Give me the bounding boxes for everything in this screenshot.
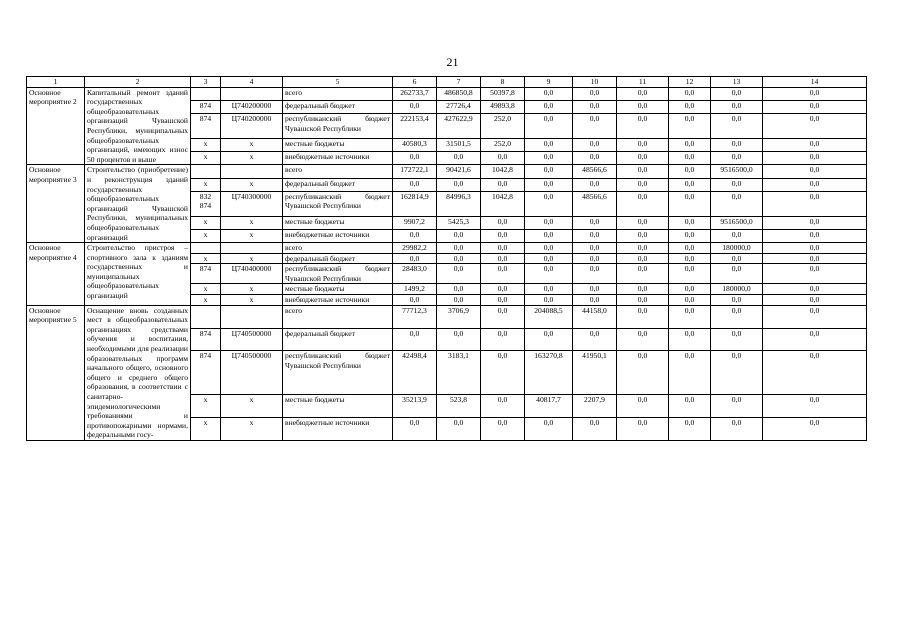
value-cell: 0,0 — [573, 113, 617, 138]
activity-name: Основное мероприятие 2 — [27, 87, 85, 165]
admin-code: x — [191, 284, 221, 295]
value-cell: 0,0 — [669, 395, 711, 418]
value-cell: 0,0 — [711, 264, 763, 284]
value-cell: 41950,1 — [573, 351, 617, 395]
value-cell: 0,0 — [617, 243, 669, 254]
table-row — [27, 243, 867, 254]
value-cell: 0,0 — [481, 152, 525, 165]
value-cell: 0,0 — [669, 328, 711, 351]
value-cell: 0,0 — [617, 253, 669, 264]
value-cell: 40580,3 — [393, 138, 437, 151]
value-cell: 0,0 — [763, 100, 867, 113]
admin-code: x — [191, 395, 221, 418]
value-cell: 180000,0 — [711, 243, 763, 254]
funding-source: республиканский бюджет Чувашской Республики — [283, 351, 393, 395]
funding-source: республиканский бюджет Чувашской Республики — [283, 191, 393, 216]
value-cell: 0,0 — [573, 229, 617, 242]
admin-code — [191, 87, 221, 100]
value-cell: 0,0 — [763, 165, 867, 178]
value-cell: 0,0 — [617, 295, 669, 306]
value-cell: 172722,1 — [393, 165, 437, 178]
value-cell: 9907,2 — [393, 216, 437, 229]
value-cell: 0,0 — [573, 138, 617, 151]
activity-description: Строительство (приобретение) и реконструкция зданий государственных общеобразовательных организаций Чувашской Республики, муниципальных общеобразовательных организаций — [85, 165, 191, 243]
budget-code: x — [221, 152, 283, 165]
funding-source: всего — [283, 305, 393, 328]
value-cell: 0,0 — [711, 113, 763, 138]
value-cell: 0,0 — [525, 178, 573, 191]
value-cell: 0,0 — [617, 100, 669, 113]
value-cell: 0,0 — [763, 295, 867, 306]
activity-description: Оснащение вновь созданных мест в общеобразовательных организациях средствами обучения и воспитания, необходимыми для реализации образовательных программ начального общего, основного общего и среднего общего образования, в соответствии с санитарно-эпидемиологическими требованиями и противопожарными нормами, федеральными госу- — [85, 305, 191, 440]
admin-code — [191, 165, 221, 178]
value-cell: 0,0 — [669, 264, 711, 284]
budget-code: Ц740500000 — [221, 328, 283, 351]
admin-code: x — [191, 418, 221, 441]
value-cell: 0,0 — [525, 264, 573, 284]
value-cell: 0,0 — [669, 191, 711, 216]
value-cell: 0,0 — [763, 328, 867, 351]
value-cell: 42498,4 — [393, 351, 437, 395]
page-number: 21 — [446, 55, 459, 69]
value-cell: 0,0 — [393, 152, 437, 165]
funding-source: местные бюджеты — [283, 138, 393, 151]
value-cell: 0,0 — [437, 178, 481, 191]
value-cell: 0,0 — [393, 295, 437, 306]
value-cell: 0,0 — [573, 152, 617, 165]
value-cell: 0,0 — [573, 216, 617, 229]
value-cell: 0,0 — [763, 138, 867, 151]
value-cell: 0,0 — [573, 243, 617, 254]
value-cell: 0,0 — [437, 243, 481, 254]
admin-code: 832 874 — [191, 191, 221, 216]
value-cell: 0,0 — [525, 152, 573, 165]
value-cell: 0,0 — [617, 178, 669, 191]
value-cell: 0,0 — [481, 295, 525, 306]
value-cell: 0,0 — [393, 100, 437, 113]
value-cell: 0,0 — [711, 229, 763, 242]
value-cell: 0,0 — [393, 418, 437, 441]
value-cell: 0,0 — [481, 243, 525, 254]
value-cell: 0,0 — [573, 264, 617, 284]
budget-code: x — [221, 229, 283, 242]
value-cell: 0,0 — [617, 87, 669, 100]
header-cell: 5 — [283, 77, 393, 88]
value-cell: 0,0 — [669, 418, 711, 441]
budget-code — [221, 165, 283, 178]
value-cell: 49893,8 — [481, 100, 525, 113]
value-cell: 0,0 — [393, 328, 437, 351]
value-cell: 0,0 — [669, 138, 711, 151]
budget-code: x — [221, 395, 283, 418]
value-cell: 204088,5 — [525, 305, 573, 328]
value-cell: 0,0 — [525, 216, 573, 229]
value-cell: 486850,8 — [437, 87, 481, 100]
value-cell: 0,0 — [573, 295, 617, 306]
header-cell: 10 — [573, 77, 617, 88]
budget-code: x — [221, 216, 283, 229]
value-cell: 0,0 — [711, 87, 763, 100]
funding-source: республиканский бюджет Чувашской Республики — [283, 264, 393, 284]
value-cell: 0,0 — [669, 284, 711, 295]
activity-name: Основное мероприятие 5 — [27, 305, 85, 440]
funding-source: федеральный бюджет — [283, 178, 393, 191]
header-cell: 13 — [711, 77, 763, 88]
value-cell: 0,0 — [573, 328, 617, 351]
funding-source: федеральный бюджет — [283, 328, 393, 351]
value-cell: 0,0 — [711, 305, 763, 328]
value-cell: 0,0 — [711, 253, 763, 264]
value-cell: 0,0 — [573, 87, 617, 100]
admin-code — [191, 243, 221, 254]
budget-table — [26, 76, 867, 441]
funding-source: внебюджетные источники — [283, 295, 393, 306]
table-row — [27, 165, 867, 178]
value-cell: 0,0 — [669, 243, 711, 254]
funding-source: всего — [283, 165, 393, 178]
value-cell: 0,0 — [617, 152, 669, 165]
value-cell: 0,0 — [711, 395, 763, 418]
value-cell: 0,0 — [763, 418, 867, 441]
budget-code: x — [221, 418, 283, 441]
value-cell: 0,0 — [393, 229, 437, 242]
funding-source: всего — [283, 243, 393, 254]
value-cell: 0,0 — [481, 418, 525, 441]
value-cell: 0,0 — [711, 152, 763, 165]
value-cell: 0,0 — [573, 100, 617, 113]
budget-code: x — [221, 253, 283, 264]
value-cell: 1042,8 — [481, 165, 525, 178]
budget-code: x — [221, 284, 283, 295]
header-cell: 3 — [191, 77, 221, 88]
header-cell: 6 — [393, 77, 437, 88]
budget-code: x — [221, 295, 283, 306]
value-cell: 0,0 — [617, 284, 669, 295]
value-cell: 0,0 — [617, 113, 669, 138]
value-cell: 0,0 — [763, 264, 867, 284]
value-cell: 90421,6 — [437, 165, 481, 178]
value-cell: 0,0 — [617, 216, 669, 229]
value-cell: 0,0 — [617, 418, 669, 441]
value-cell: 9516500,0 — [711, 216, 763, 229]
activity-description: Строительство пристроя – спортивного зала к зданиям государственных и муниципальных общеобразовательных организаций — [85, 243, 191, 306]
admin-code: x — [191, 152, 221, 165]
admin-code: x — [191, 216, 221, 229]
value-cell: 0,0 — [481, 216, 525, 229]
value-cell: 48566,6 — [573, 191, 617, 216]
funding-source: республиканский бюджет Чувашской Республики — [283, 113, 393, 138]
value-cell: 40817,7 — [525, 395, 573, 418]
value-cell: 0,0 — [763, 351, 867, 395]
value-cell: 0,0 — [525, 253, 573, 264]
value-cell: 0,0 — [763, 229, 867, 242]
value-cell: 180000,0 — [711, 284, 763, 295]
value-cell: 0,0 — [669, 100, 711, 113]
value-cell: 1042,8 — [481, 191, 525, 216]
header-cell: 8 — [481, 77, 525, 88]
value-cell: 0,0 — [525, 229, 573, 242]
funding-source: всего — [283, 87, 393, 100]
value-cell: 0,0 — [617, 328, 669, 351]
value-cell: 0,0 — [617, 229, 669, 242]
value-cell: 29982,2 — [393, 243, 437, 254]
value-cell: 0,0 — [711, 295, 763, 306]
value-cell: 427622,9 — [437, 113, 481, 138]
value-cell: 0,0 — [711, 178, 763, 191]
value-cell: 0,0 — [763, 253, 867, 264]
funding-source: местные бюджеты — [283, 216, 393, 229]
value-cell: 0,0 — [669, 178, 711, 191]
value-cell: 0,0 — [525, 284, 573, 295]
budget-code: Ц740400000 — [221, 264, 283, 284]
value-cell: 27726,4 — [437, 100, 481, 113]
funding-source: федеральный бюджет — [283, 100, 393, 113]
value-cell: 252,0 — [481, 113, 525, 138]
activity-name: Основное мероприятие 3 — [27, 165, 85, 243]
value-cell: 0,0 — [763, 243, 867, 254]
value-cell: 162814,9 — [393, 191, 437, 216]
value-cell: 252,0 — [481, 138, 525, 151]
value-cell: 0,0 — [437, 264, 481, 284]
value-cell: 523,8 — [437, 395, 481, 418]
budget-code: Ц740300000 — [221, 191, 283, 216]
value-cell: 35213,9 — [393, 395, 437, 418]
value-cell: 0,0 — [711, 328, 763, 351]
budget-code — [221, 305, 283, 328]
value-cell: 0,0 — [669, 295, 711, 306]
value-cell: 0,0 — [763, 305, 867, 328]
value-cell: 0,0 — [763, 191, 867, 216]
value-cell: 0,0 — [525, 138, 573, 151]
value-cell: 0,0 — [525, 295, 573, 306]
funding-source: местные бюджеты — [283, 284, 393, 295]
value-cell: 84996,3 — [437, 191, 481, 216]
value-cell: 0,0 — [481, 178, 525, 191]
value-cell: 0,0 — [669, 253, 711, 264]
value-cell: 50397,8 — [481, 87, 525, 100]
value-cell: 48566,6 — [573, 165, 617, 178]
value-cell: 0,0 — [669, 229, 711, 242]
header-cell: 2 — [85, 77, 191, 88]
value-cell: 0,0 — [711, 100, 763, 113]
value-cell: 0,0 — [525, 243, 573, 254]
admin-code: x — [191, 138, 221, 151]
value-cell: 0,0 — [617, 395, 669, 418]
budget-code: x — [221, 178, 283, 191]
value-cell: 5425,3 — [437, 216, 481, 229]
admin-code: 874 — [191, 351, 221, 395]
value-cell: 0,0 — [393, 178, 437, 191]
value-cell: 0,0 — [711, 191, 763, 216]
value-cell: 0,0 — [525, 328, 573, 351]
value-cell: 163270,8 — [525, 351, 573, 395]
value-cell: 0,0 — [763, 113, 867, 138]
admin-code: x — [191, 295, 221, 306]
value-cell: 262733,7 — [393, 87, 437, 100]
value-cell: 0,0 — [437, 284, 481, 295]
budget-code — [221, 87, 283, 100]
value-cell: 0,0 — [763, 216, 867, 229]
value-cell: 0,0 — [393, 253, 437, 264]
value-cell: 0,0 — [573, 253, 617, 264]
table-row — [27, 305, 867, 328]
value-cell: 0,0 — [617, 264, 669, 284]
value-cell: 0,0 — [617, 138, 669, 151]
value-cell: 0,0 — [617, 191, 669, 216]
budget-code — [221, 243, 283, 254]
value-cell: 3183,1 — [437, 351, 481, 395]
funding-source: федеральный бюджет — [283, 253, 393, 264]
value-cell: 0,0 — [711, 351, 763, 395]
funding-source: внебюджетные источники — [283, 229, 393, 242]
value-cell: 0,0 — [617, 305, 669, 328]
value-cell: 0,0 — [437, 328, 481, 351]
value-cell: 0,0 — [525, 113, 573, 138]
budget-code: x — [221, 138, 283, 151]
value-cell: 0,0 — [573, 418, 617, 441]
funding-source: внебюджетные источники — [283, 418, 393, 441]
value-cell: 0,0 — [669, 165, 711, 178]
value-cell: 0,0 — [669, 305, 711, 328]
header-cell: 14 — [763, 77, 867, 88]
table-row — [27, 87, 867, 100]
budget-code: Ц740500000 — [221, 351, 283, 395]
value-cell: 0,0 — [481, 253, 525, 264]
value-cell: 0,0 — [525, 418, 573, 441]
value-cell: 3706,9 — [437, 305, 481, 328]
activity-name: Основное мероприятие 4 — [27, 243, 85, 306]
admin-code: 874 — [191, 100, 221, 113]
value-cell: 77712,3 — [393, 305, 437, 328]
value-cell: 0,0 — [481, 328, 525, 351]
admin-code: 874 — [191, 264, 221, 284]
value-cell: 0,0 — [437, 152, 481, 165]
value-cell: 0,0 — [481, 351, 525, 395]
header-row — [27, 77, 867, 88]
value-cell: 28483,0 — [393, 264, 437, 284]
value-cell: 0,0 — [481, 395, 525, 418]
admin-code: x — [191, 229, 221, 242]
value-cell: 0,0 — [525, 165, 573, 178]
header-cell: 4 — [221, 77, 283, 88]
admin-code — [191, 305, 221, 328]
value-cell: 0,0 — [481, 284, 525, 295]
value-cell: 222153,4 — [393, 113, 437, 138]
activity-description: Капитальный ремонт зданий государственных общеобразовательных организаций Чувашской Республики, муниципальных общеобразовательных организаций, имеющих износ 50 процентов и выше — [85, 87, 191, 165]
value-cell: 0,0 — [573, 284, 617, 295]
value-cell: 0,0 — [437, 229, 481, 242]
value-cell: 31501,5 — [437, 138, 481, 151]
value-cell: 0,0 — [525, 191, 573, 216]
budget-code: Ц740200000 — [221, 113, 283, 138]
value-cell: 0,0 — [669, 87, 711, 100]
value-cell: 0,0 — [437, 418, 481, 441]
value-cell: 9516500,0 — [711, 165, 763, 178]
value-cell: 0,0 — [669, 351, 711, 395]
budget-code: Ц740200000 — [221, 100, 283, 113]
admin-code: 874 — [191, 328, 221, 351]
value-cell: 0,0 — [437, 295, 481, 306]
admin-code: 874 — [191, 113, 221, 138]
value-cell: 0,0 — [763, 395, 867, 418]
value-cell: 0,0 — [763, 178, 867, 191]
value-cell: 0,0 — [617, 351, 669, 395]
admin-code: x — [191, 253, 221, 264]
header-cell: 9 — [525, 77, 573, 88]
value-cell: 1499,2 — [393, 284, 437, 295]
value-cell: 0,0 — [481, 264, 525, 284]
value-cell: 0,0 — [763, 284, 867, 295]
admin-code: x — [191, 178, 221, 191]
header-cell: 7 — [437, 77, 481, 88]
value-cell: 0,0 — [711, 418, 763, 441]
value-cell: 0,0 — [763, 87, 867, 100]
header-cell: 12 — [669, 77, 711, 88]
value-cell: 44158,0 — [573, 305, 617, 328]
value-cell: 2207,9 — [573, 395, 617, 418]
value-cell: 0,0 — [617, 165, 669, 178]
funding-source: внебюджетные источники — [283, 152, 393, 165]
value-cell: 0,0 — [481, 305, 525, 328]
funding-source: местные бюджеты — [283, 395, 393, 418]
value-cell: 0,0 — [525, 87, 573, 100]
value-cell: 0,0 — [525, 100, 573, 113]
header-cell: 1 — [27, 77, 85, 88]
value-cell: 0,0 — [711, 138, 763, 151]
value-cell: 0,0 — [481, 229, 525, 242]
value-cell: 0,0 — [669, 113, 711, 138]
value-cell: 0,0 — [763, 152, 867, 165]
header-cell: 11 — [617, 77, 669, 88]
value-cell: 0,0 — [437, 253, 481, 264]
value-cell: 0,0 — [669, 152, 711, 165]
value-cell: 0,0 — [573, 178, 617, 191]
value-cell: 0,0 — [669, 216, 711, 229]
